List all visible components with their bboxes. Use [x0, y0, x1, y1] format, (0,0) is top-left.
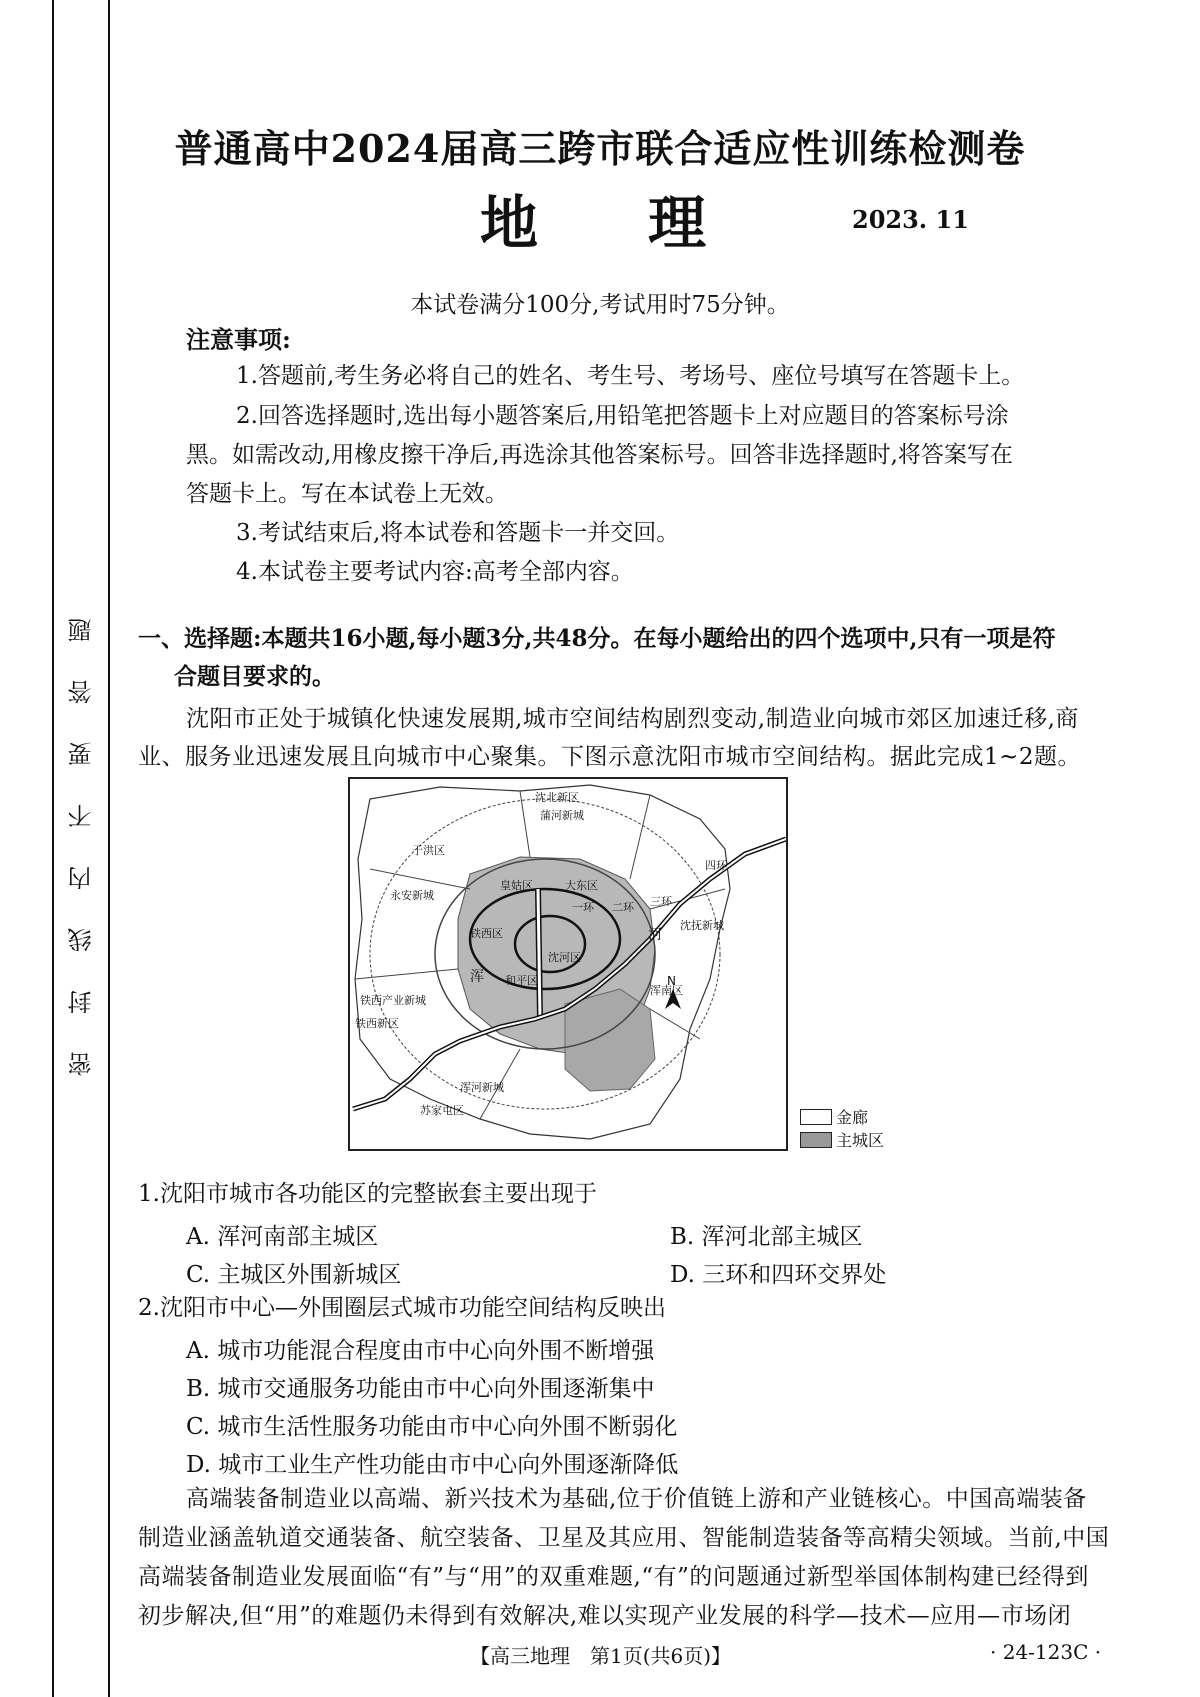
map-svg [350, 779, 786, 1149]
exam-title: 普通高中2024届高三跨市联合适应性训练检测卷 [174, 126, 1026, 171]
q2-option-b: B. 城市交通服务功能由市中心向外围逐渐集中 [186, 1376, 655, 1402]
notice-item-2-cont: 黑。如需改动,用橡皮擦干净后,再选涂其他答案标号。回答非选择题时,将答案写在 [186, 442, 1013, 468]
q1-option-a: A. 浑河南部主城区 [186, 1224, 379, 1250]
label-sanhuan: 三环 [650, 895, 672, 908]
legend-jinlang [800, 1105, 868, 1128]
legend-label-jinlang: 金廊 [836, 1108, 869, 1127]
label-shenfu: 沈抚新城 [680, 919, 724, 932]
label-yuhong: 于洪区 [412, 844, 445, 857]
seal-char: 不 [68, 804, 96, 828]
q1-option-b: B. 浑河北部主城区 [670, 1224, 863, 1250]
legend-swatch-zhucheng [800, 1132, 832, 1148]
passage1-line1: 沈阳市正处于城镇化快速发展期,城市空间结构剧烈变动,制造业向城市郊区加速迁移,商 [186, 706, 1079, 732]
seal-char: 封 [68, 990, 96, 1014]
notice-item-1: 1.答题前,考生务必将自己的姓名、考生号、考场号、座位号填写在答题卡上。 [236, 363, 1025, 389]
exam-info: 本试卷满分100分,考试用时75分钟。 [410, 292, 790, 318]
shenyang-map [348, 777, 788, 1151]
passage1-line2: 业、服务业迅速发展且向城市中心聚集。下图示意沈阳市城市空间结构。据此完成1~2题。 [138, 744, 1082, 770]
main-city-south [565, 989, 655, 1091]
q1-option-c: C. 主城区外围新城区 [186, 1262, 402, 1288]
seal-char: 密 [68, 1052, 96, 1076]
notice-heading: 注意事项: [186, 325, 291, 354]
seal-line-text [62, 580, 102, 1076]
passage2-line1: 高端装备制造业以高端、新兴技术为基础,位于价值链上游和产业链核心。中国高端装备 [186, 1486, 1087, 1512]
notice-item-4: 4.本试卷主要考试内容:高考全部内容。 [236, 559, 634, 585]
label-huanggu: 皇姑区 [500, 879, 533, 892]
q2-stem: 2.沈阳市中心—外围圈层式城市功能空间结构反映出 [138, 1295, 666, 1321]
subject-title: 地理 [480, 189, 817, 257]
label-yongan: 永安新城 [390, 889, 434, 902]
legend-zhucheng [800, 1128, 884, 1151]
label-north: N [667, 974, 676, 988]
label-erhuan: 二环 [612, 901, 634, 914]
section-heading-line1: 一、选择题:本题共16小题,每小题3分,共48分。在每小题给出的四个选项中,只有一项是符 [138, 625, 1056, 652]
label-shenbei: 沈北新区 [535, 791, 579, 804]
seal-char: 内 [68, 866, 96, 890]
label-tiexichanye: 铁西产业新城 [360, 994, 426, 1007]
label-dadong: 大东区 [565, 879, 598, 892]
label-tiexixin: 铁西新区 [355, 1017, 399, 1030]
seal-char: 题 [68, 618, 96, 642]
label-hun: 浑 [470, 969, 484, 985]
q2-option-d: D. 城市工业生产性功能由市中心向外围逐渐降低 [186, 1452, 679, 1478]
seal-char: 线 [68, 928, 96, 952]
paper-code: · 24-123C · [990, 1640, 1102, 1664]
q1-stem: 1.沈阳市城市各功能区的完整嵌套主要出现于 [138, 1181, 597, 1207]
exam-date: 2023. 11 [852, 205, 969, 234]
notice-item-3: 3.考试结束后,将本试卷和答题卡一并交回。 [236, 520, 680, 546]
label-tiexi: 铁西区 [470, 927, 503, 940]
label-hunhe: 浑河新城 [460, 1081, 504, 1094]
legend-label-zhucheng: 主城区 [836, 1131, 885, 1150]
section-heading [138, 620, 1056, 696]
label-sujiatun: 苏家屯区 [420, 1104, 464, 1117]
q1-option-d: D. 三环和四环交界处 [670, 1262, 887, 1288]
label-sihuan: 四环 [705, 859, 727, 872]
q2-option-c: C. 城市生活性服务功能由市中心向外围不断弱化 [186, 1414, 678, 1440]
label-heping: 和平区 [505, 974, 538, 987]
notice-item-2: 2.回答选择题时,选出每小题答案后,用铅笔把答题卡上对应题目的答案标号涂 [236, 403, 1009, 429]
label-yihuan: 一环 [572, 901, 594, 914]
legend-swatch-jinlang [800, 1109, 832, 1125]
section-heading-line2: 合题目要求的。 [174, 663, 335, 690]
passage2-line3: 高端装备制造业发展面临“有”与“用”的双重难题,“有”的问题通过新型举国体制构建已经得到 [138, 1564, 1089, 1590]
label-shenhe: 沈河区 [548, 951, 581, 964]
seal-char: 答 [68, 680, 96, 704]
golden-corridor-inner [538, 889, 540, 1019]
page-footer: 【高三地理 第1页(共6页)】 [470, 1644, 732, 1668]
seal-char: 要 [68, 742, 96, 766]
notice-item-2-end: 答题卡上。写在本试卷上无效。 [186, 481, 508, 507]
label-hunnan: 浑南区 [650, 984, 683, 997]
label-he: 河 [648, 927, 662, 943]
label-puhe: 蒲河新城 [540, 809, 584, 822]
q2-option-a: A. 城市功能混合程度由市中心向外围不断增强 [186, 1338, 655, 1364]
passage2-line2: 制造业涵盖轨道交通装备、航空装备、卫星及其应用、智能制造装备等高精尖领域。当前,中国 [138, 1525, 1110, 1551]
passage2-line4: 初步解决,但“用”的难题仍未得到有效解决,难以实现产业发展的科学—技术—应用—市场闭 [138, 1603, 1072, 1629]
